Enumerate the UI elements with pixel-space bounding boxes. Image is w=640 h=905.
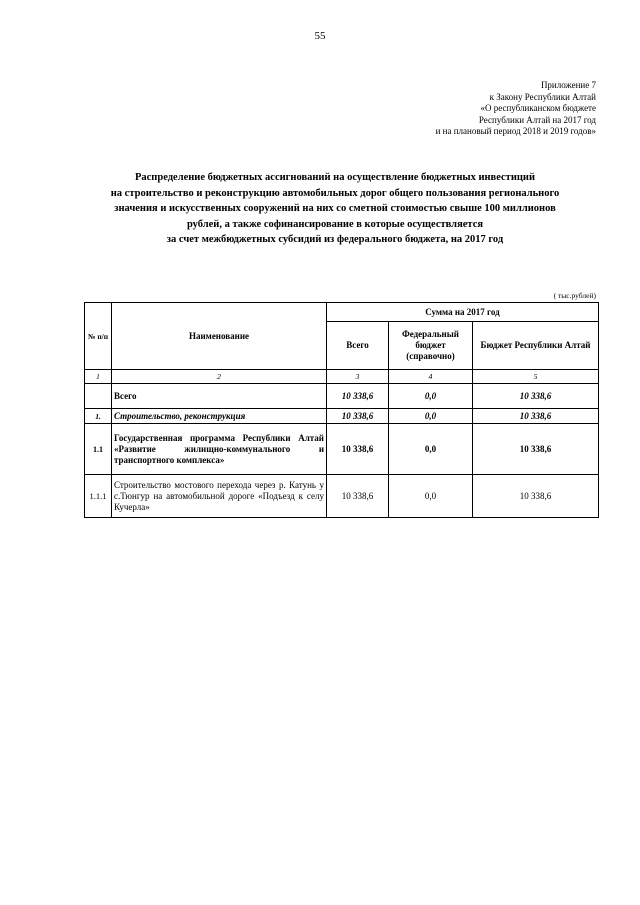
row-republic: 10 338,6 <box>473 384 599 409</box>
table-row-total <box>85 384 599 409</box>
appendix-line: к Закону Республики Алтай <box>489 91 596 102</box>
title-line: за счет межбюджетных субсидий из федерального бюджета, на 2017 год <box>166 234 504 245</box>
header-row <box>85 303 599 322</box>
header-republic: Бюджет Республики Алтай <box>473 322 599 370</box>
appendix-note <box>296 80 596 138</box>
row-federal: 0,0 <box>389 424 473 475</box>
header-num: № п/п <box>85 303 112 370</box>
header-total: Всего <box>327 322 389 370</box>
row-name: Всего <box>112 384 327 409</box>
row-num: 1.1.1 <box>85 475 112 518</box>
index-cell: 1 <box>85 370 112 384</box>
title-line: Распределение бюджетных ассигнований на осуществление бюджетных инвестиций <box>134 172 536 183</box>
row-num: 1. <box>85 409 112 424</box>
index-row <box>85 370 599 384</box>
row-republic: 10 338,6 <box>473 409 599 424</box>
table-row-section <box>85 409 599 424</box>
table-row-program <box>85 424 599 475</box>
title-line: значения и искусственных сооружений на них со сметной стоимостью свыше 100 миллионов <box>114 203 556 214</box>
row-name: Строительство мостового перехода через р. Катунь у с.Тюнгур на автомобильной дороге «Подъезд к селу Кучерла» <box>112 475 327 518</box>
appendix-line: «О республиканском бюджете <box>480 103 596 113</box>
title-line: на строительство и реконструкцию автомобильных дорог общего пользования регионального <box>110 187 560 199</box>
appendix-line: и на плановый период 2018 и 2019 годов» <box>435 126 596 136</box>
appendix-line: Приложение 7 <box>540 80 596 90</box>
page-number: 55 <box>314 30 326 42</box>
row-republic: 10 338,6 <box>473 424 599 475</box>
row-num <box>85 384 112 409</box>
appendix-line: Республики Алтай на 2017 год <box>478 114 596 125</box>
title-line: рублей, а также софинансирование в которые осуществляется <box>186 218 484 230</box>
row-federal: 0,0 <box>389 384 473 409</box>
row-federal: 0,0 <box>389 475 473 518</box>
row-federal: 0,0 <box>389 409 473 424</box>
row-name: Строительство, реконструкция <box>112 409 327 424</box>
header-name: Наименование <box>112 303 327 370</box>
header-sum-group: Сумма на 2017 год <box>327 303 599 322</box>
index-cell: 5 <box>473 370 599 384</box>
row-republic: 10 338,6 <box>473 475 599 518</box>
header-federal: Федеральный бюджет (справочно) <box>389 322 473 370</box>
document-title <box>60 170 610 248</box>
row-total: 10 338,6 <box>327 409 389 424</box>
table-row-item <box>85 475 599 518</box>
units-label: ( тыс.рублей) <box>553 291 596 300</box>
row-total: 10 338,6 <box>327 475 389 518</box>
index-cell: 2 <box>112 370 327 384</box>
index-cell: 4 <box>389 370 473 384</box>
index-cell: 3 <box>327 370 389 384</box>
budget-table <box>84 302 599 518</box>
row-name: Государственная программа Республики Алтай «Развитие жилищно-коммунального и транспортного комплекса» <box>112 424 327 475</box>
row-total: 10 338,6 <box>327 384 389 409</box>
row-num: 1.1 <box>85 424 112 475</box>
row-total: 10 338,6 <box>327 424 389 475</box>
